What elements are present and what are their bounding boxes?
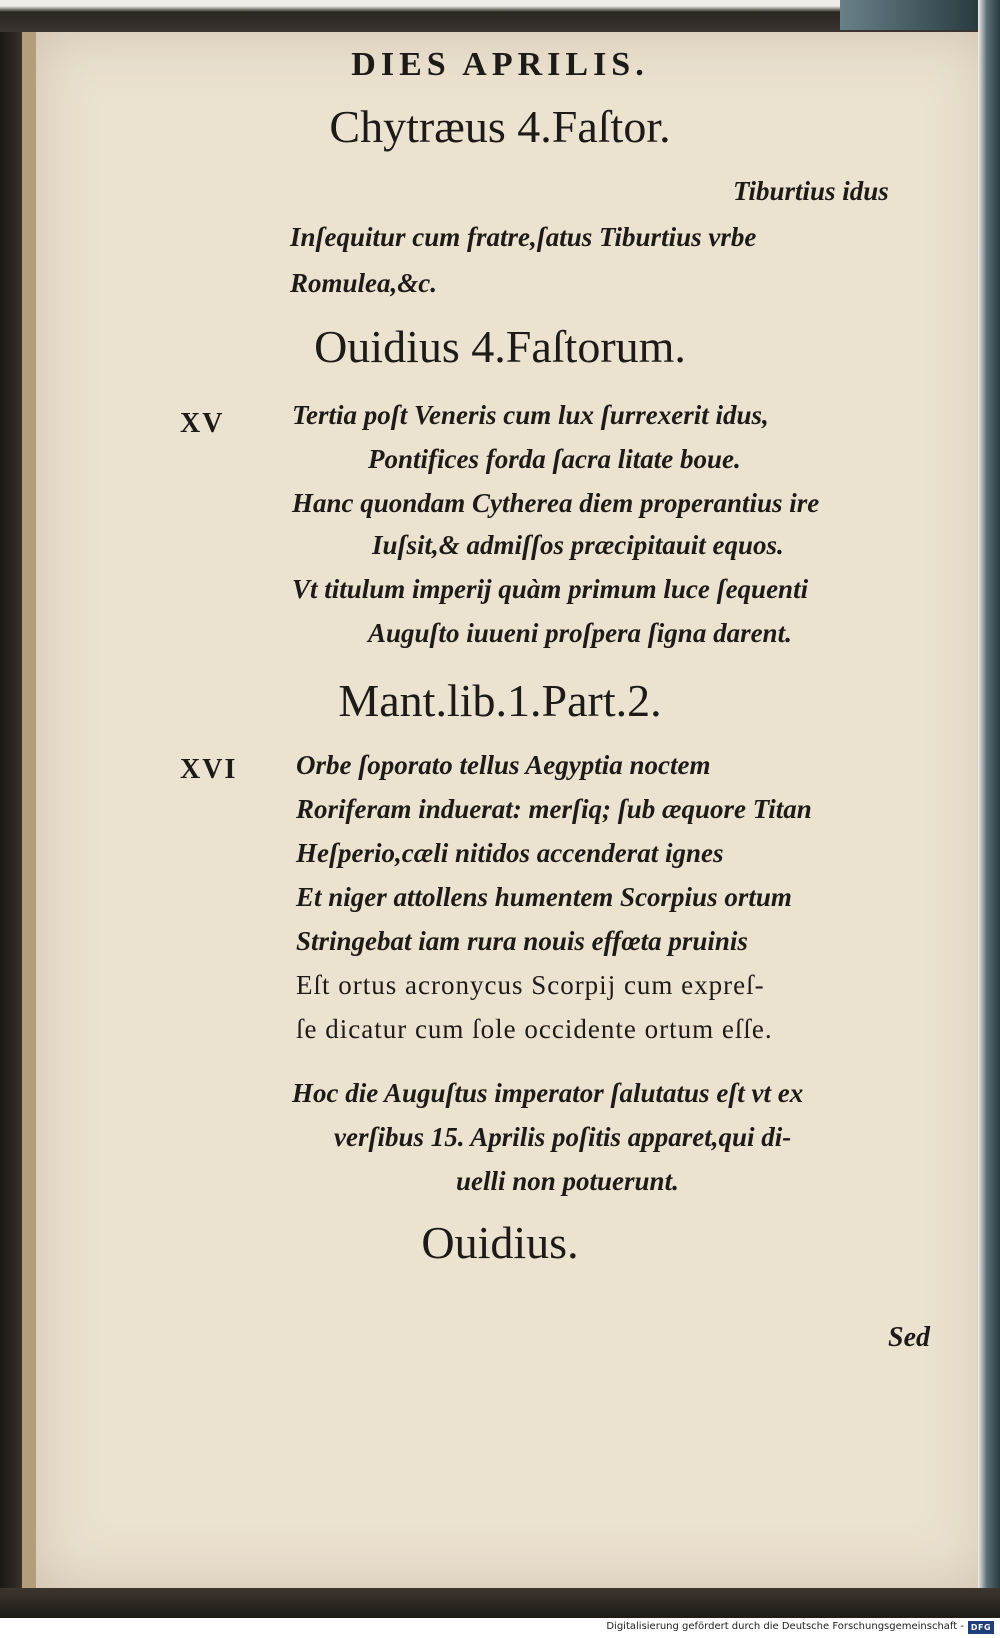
heading-chytraeus: Chytræus 4.Faſtor. [329, 101, 671, 152]
verse-line: Vt titulum imperij quàm primum luce ſequenti [292, 574, 809, 604]
catchword: Sed [888, 1322, 930, 1353]
verse-line: Tiburtius idus [733, 176, 889, 206]
note-line: Eſt ortus acronycus Scorpij cum expreſ- [296, 970, 765, 1000]
verse-line: Auguſto iuueni proſpera ſigna darent. [368, 618, 792, 648]
verse-line: Heſperio,cæli nitidos accenderat ignes [296, 838, 724, 868]
verse-line: Stringebat iam rura nouis effœta pruinis [296, 926, 748, 956]
day-numeral-xvi: XVI [180, 754, 238, 785]
heading-ovid-fasti: Ouidius 4.Faſtorum. [314, 321, 686, 372]
verse-line: Inſequitur cum fratre,ſatus Tiburtius vrbe [290, 222, 757, 252]
heading-mantuan: Mant.lib.1.Part.2. [338, 675, 662, 726]
verse-line: Orbe ſoporato tellus Aegyptia noctem [296, 750, 711, 780]
scan-top-edge [0, 0, 1000, 32]
note-line: uelli non potuerunt. [456, 1166, 679, 1196]
verse-line: Romulea,&c. [290, 268, 437, 298]
verse-line: Iuſsit,& admiſſos præcipitauit equos. [372, 530, 784, 560]
heading-ovid-final: Ouidius. [421, 1217, 579, 1268]
verse-line: Hanc quondam Cytherea diem properantius ire [292, 488, 820, 518]
dfg-logo: DFG [968, 1621, 994, 1634]
verse-line: Et niger attollens humentem Scorpius ortum [296, 882, 792, 912]
running-head: DIES APRILIS. [351, 46, 649, 83]
scan-bottom-edge [0, 1588, 1000, 1618]
digitization-credit: Digitalisierung gefördert durch die Deutsche Forschungsgemeinschaft - [606, 1621, 964, 1632]
day-numeral-xv: XV [180, 408, 225, 439]
note-line: Hoc die Auguſtus imperator ſalutatus eſt vt ex [292, 1078, 804, 1108]
verse-line: Tertia poſt Veneris cum lux ſurrexerit idus, [292, 400, 769, 430]
footer-bar [0, 1618, 1000, 1638]
binding-tape [840, 0, 1000, 30]
verse-line: Roriferam induerat: merſiq; ſub æquore Titan [296, 794, 812, 824]
verse-line: Pontifices forda ſacra litate boue. [368, 444, 741, 474]
note-line: verſibus 15. Aprilis poſitis apparet,qui di- [334, 1122, 792, 1152]
note-line: ſe dicatur cum ſole occidente ortum eſſe. [296, 1014, 773, 1044]
scan-right-edge [978, 0, 1000, 1638]
